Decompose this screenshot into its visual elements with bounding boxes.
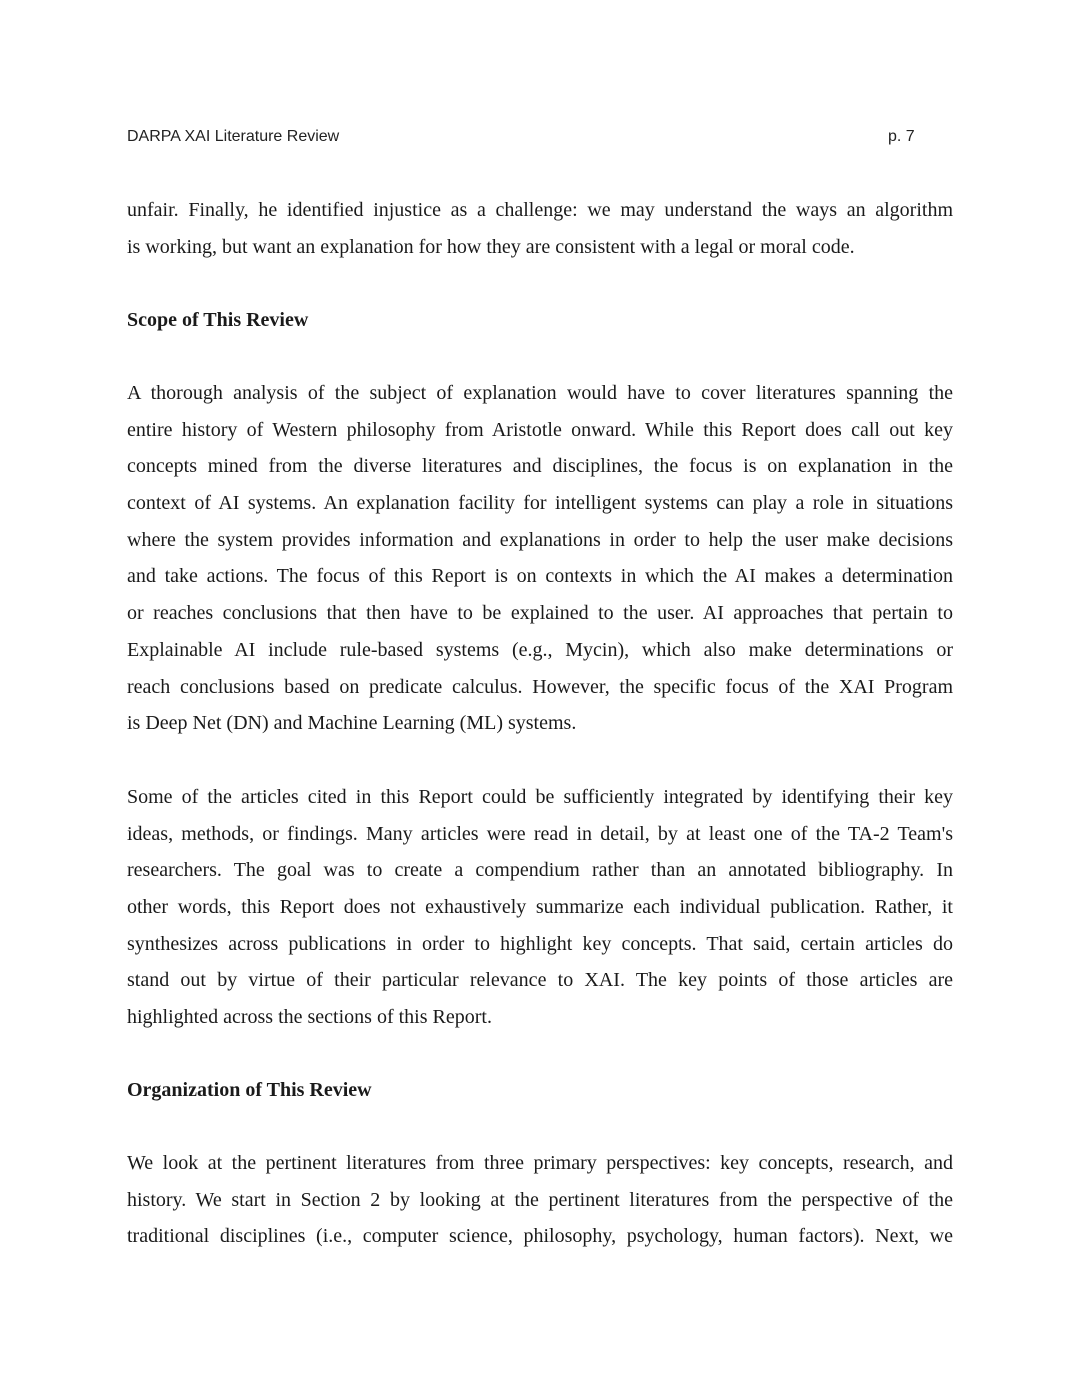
- text-line: context of AI systems. An explanation facility for intelligent systems can play a role in situations: [127, 492, 953, 515]
- text-line: or reaches conclusions that then have to be explained to the user. AI approaches that pertain to: [127, 602, 953, 625]
- paragraph-1: [127, 192, 953, 265]
- text-line: where the system provides information and explanations in order to help the user make decisions: [127, 528, 953, 551]
- text-line: highlighted across the sections of this Report.: [127, 1006, 492, 1029]
- text-line: We look at the pertinent literatures from three primary perspectives: key concepts, research, and: [127, 1152, 953, 1174]
- heading-scope: Scope of This Review: [127, 309, 309, 331]
- text-line: reach conclusions based on predicate calculus. However, the specific focus of the XAI Program: [127, 675, 953, 698]
- heading-organization: Organization of This Review: [127, 1079, 372, 1101]
- text-line: concepts mined from the diverse literatures and disciplines, the focus is on explanation in the: [127, 455, 953, 478]
- text-line: other words, this Report does not exhaustively summarize each individual publication. Rather, it: [127, 896, 953, 919]
- paragraph-4: [127, 1145, 953, 1255]
- text-line: stand out by virtue of their particular relevance to XAI. The key points of those articles are: [127, 969, 953, 992]
- text-line: A thorough analysis of the subject of explanation would have to cover literatures spanning the: [127, 382, 953, 404]
- text-line: Some of the articles cited in this Report could be sufficiently integrated by identifying their key: [127, 786, 953, 808]
- text-line: Explainable AI include rule-based systems (e.g., Mycin), which also make determinations or: [127, 638, 953, 661]
- text-line: is Deep Net (DN) and Machine Learning (ML) systems.: [127, 712, 577, 735]
- text-line: researchers. The goal was to create a compendium rather than an annotated bibliography. In: [127, 859, 953, 882]
- text-line: entire history of Western philosophy from Aristotle onward. While this Report does call out key: [127, 418, 953, 441]
- text-line: is working, but want an explanation for how they are consistent with a legal or moral code.: [127, 235, 855, 258]
- running-header-title: DARPA XAI Literature Review: [127, 128, 340, 145]
- text-line: ideas, methods, or findings. Many articles were read in detail, by at least one of the TA-2 Team's: [127, 822, 953, 845]
- paragraph-3: [127, 779, 953, 1036]
- paragraph-2: [127, 375, 953, 742]
- page-number: p. 7: [888, 128, 915, 145]
- text-line: history. We start in Section 2 by looking at the pertinent literatures from the perspective of the: [127, 1188, 953, 1211]
- text-line: unfair. Finally, he identified injustice as a challenge: we may understand the ways an algorithm: [127, 199, 953, 221]
- text-line: synthesizes across publications in order to highlight key concepts. That said, certain articles do: [127, 932, 953, 955]
- text-line: and take actions. The focus of this Report is on contexts in which the AI makes a determination: [127, 565, 953, 588]
- text-line: traditional disciplines (i.e., computer science, philosophy, psychology, human factors). Next, we: [127, 1225, 953, 1248]
